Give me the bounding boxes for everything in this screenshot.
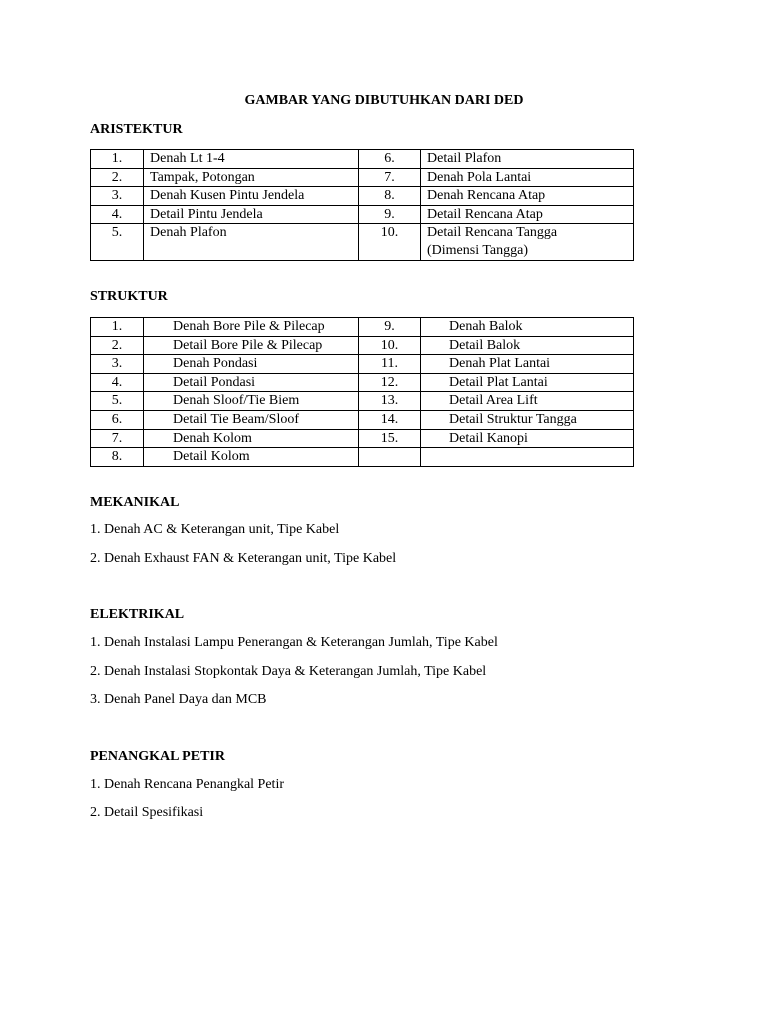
item-number: 4.: [91, 205, 144, 224]
item-number: 2.: [91, 168, 144, 187]
item-label-line1: Detail Rencana Tangga: [427, 225, 558, 241]
struktur-table: [90, 317, 634, 467]
item-label: Detail Kanopi: [421, 429, 634, 448]
item-number: 15.: [359, 429, 421, 448]
table-row: [91, 150, 634, 169]
item-number: 1.: [91, 150, 144, 169]
item-label: Tampak, Potongan: [144, 168, 359, 187]
item-label: Detail Bore Pile & Pilecap: [144, 336, 359, 355]
item-label: Denah Balok: [421, 318, 634, 337]
table-row: [91, 429, 634, 448]
table-row: [91, 355, 634, 374]
item-number: 6.: [91, 410, 144, 429]
table-row: [91, 168, 634, 187]
table-row: [91, 224, 634, 260]
item-number: 11.: [359, 355, 421, 374]
item-label: Detail Kolom: [144, 448, 359, 467]
item-label: Detail Balok: [421, 336, 634, 355]
item-label: Detail Struktur Tangga: [421, 410, 634, 429]
item-number: 5.: [91, 224, 144, 260]
item-number: 12.: [359, 373, 421, 392]
list-item: 1. Denah Instalasi Lampu Penerangan & Keterangan Jumlah, Tipe Kabel: [90, 635, 498, 650]
item-number: 3.: [91, 355, 144, 374]
item-number: 10.: [359, 224, 421, 260]
item-label: Denah Pondasi: [144, 355, 359, 374]
item-label: Denah Sloof/Tie Biem: [144, 392, 359, 411]
list-item: 2. Denah Exhaust FAN & Keterangan unit, Tipe Kabel: [90, 551, 397, 566]
item-number: 13.: [359, 392, 421, 411]
item-number: 6.: [359, 150, 421, 169]
item-number: 5.: [91, 392, 144, 411]
table-row: [91, 336, 634, 355]
item-label: Detail Plafon: [421, 150, 634, 169]
list-item: 2. Detail Spesifikasi: [90, 805, 204, 820]
item-number: 8.: [359, 187, 421, 206]
item-label-line2: (Dimensi Tangga): [427, 242, 529, 258]
section-heading-penangkal-petir: PENANGKAL PETIR: [90, 749, 225, 764]
item-label: [421, 448, 634, 467]
item-label: [421, 224, 634, 260]
item-label: Denah Lt 1-4: [144, 150, 359, 169]
item-label: Denah Kolom: [144, 429, 359, 448]
item-number: 9.: [359, 205, 421, 224]
item-number: 14.: [359, 410, 421, 429]
list-item: 3. Denah Panel Daya dan MCB: [90, 692, 267, 707]
list-item: 1. Denah AC & Keterangan unit, Tipe Kabel: [90, 522, 340, 537]
item-label: Detail Tie Beam/Sloof: [144, 410, 359, 429]
item-label: Detail Pondasi: [144, 373, 359, 392]
table-row: [91, 187, 634, 206]
item-label: Detail Rencana Atap: [421, 205, 634, 224]
item-number: 1.: [91, 318, 144, 337]
table-row: [91, 392, 634, 411]
item-number: 9.: [359, 318, 421, 337]
table-row: [91, 410, 634, 429]
section-heading-arsitektur: ARISTEKTUR: [90, 122, 183, 137]
item-label: Detail Plat Lantai: [421, 373, 634, 392]
item-number: 2.: [91, 336, 144, 355]
item-number: 4.: [91, 373, 144, 392]
section-heading-struktur: STRUKTUR: [90, 289, 168, 304]
item-label: Denah Kusen Pintu Jendela: [144, 187, 359, 206]
item-number: 7.: [91, 429, 144, 448]
item-label: Denah Plafon: [144, 224, 359, 260]
table-row: [91, 318, 634, 337]
arsitektur-table: [90, 149, 634, 261]
item-label: Denah Bore Pile & Pilecap: [144, 318, 359, 337]
document-title: GAMBAR YANG DIBUTUHKAN DARI DED: [244, 93, 524, 108]
item-number: 7.: [359, 168, 421, 187]
item-number: 8.: [91, 448, 144, 467]
item-label: Denah Rencana Atap: [421, 187, 634, 206]
item-number: 10.: [359, 336, 421, 355]
item-number: 3.: [91, 187, 144, 206]
list-item: 1. Denah Rencana Penangkal Petir: [90, 777, 284, 792]
item-label: Denah Pola Lantai: [421, 168, 634, 187]
item-label: Detail Area Lift: [421, 392, 634, 411]
item-label: Detail Pintu Jendela: [144, 205, 359, 224]
section-heading-mekanikal: MEKANIKAL: [90, 495, 180, 510]
table-row: [91, 448, 634, 467]
table-row: [91, 205, 634, 224]
list-item: 2. Denah Instalasi Stopkontak Daya & Keterangan Jumlah, Tipe Kabel: [90, 664, 487, 679]
section-heading-elektrikal: ELEKTRIKAL: [90, 607, 185, 622]
table-row: [91, 373, 634, 392]
item-label: Denah Plat Lantai: [421, 355, 634, 374]
item-number: [359, 448, 421, 467]
